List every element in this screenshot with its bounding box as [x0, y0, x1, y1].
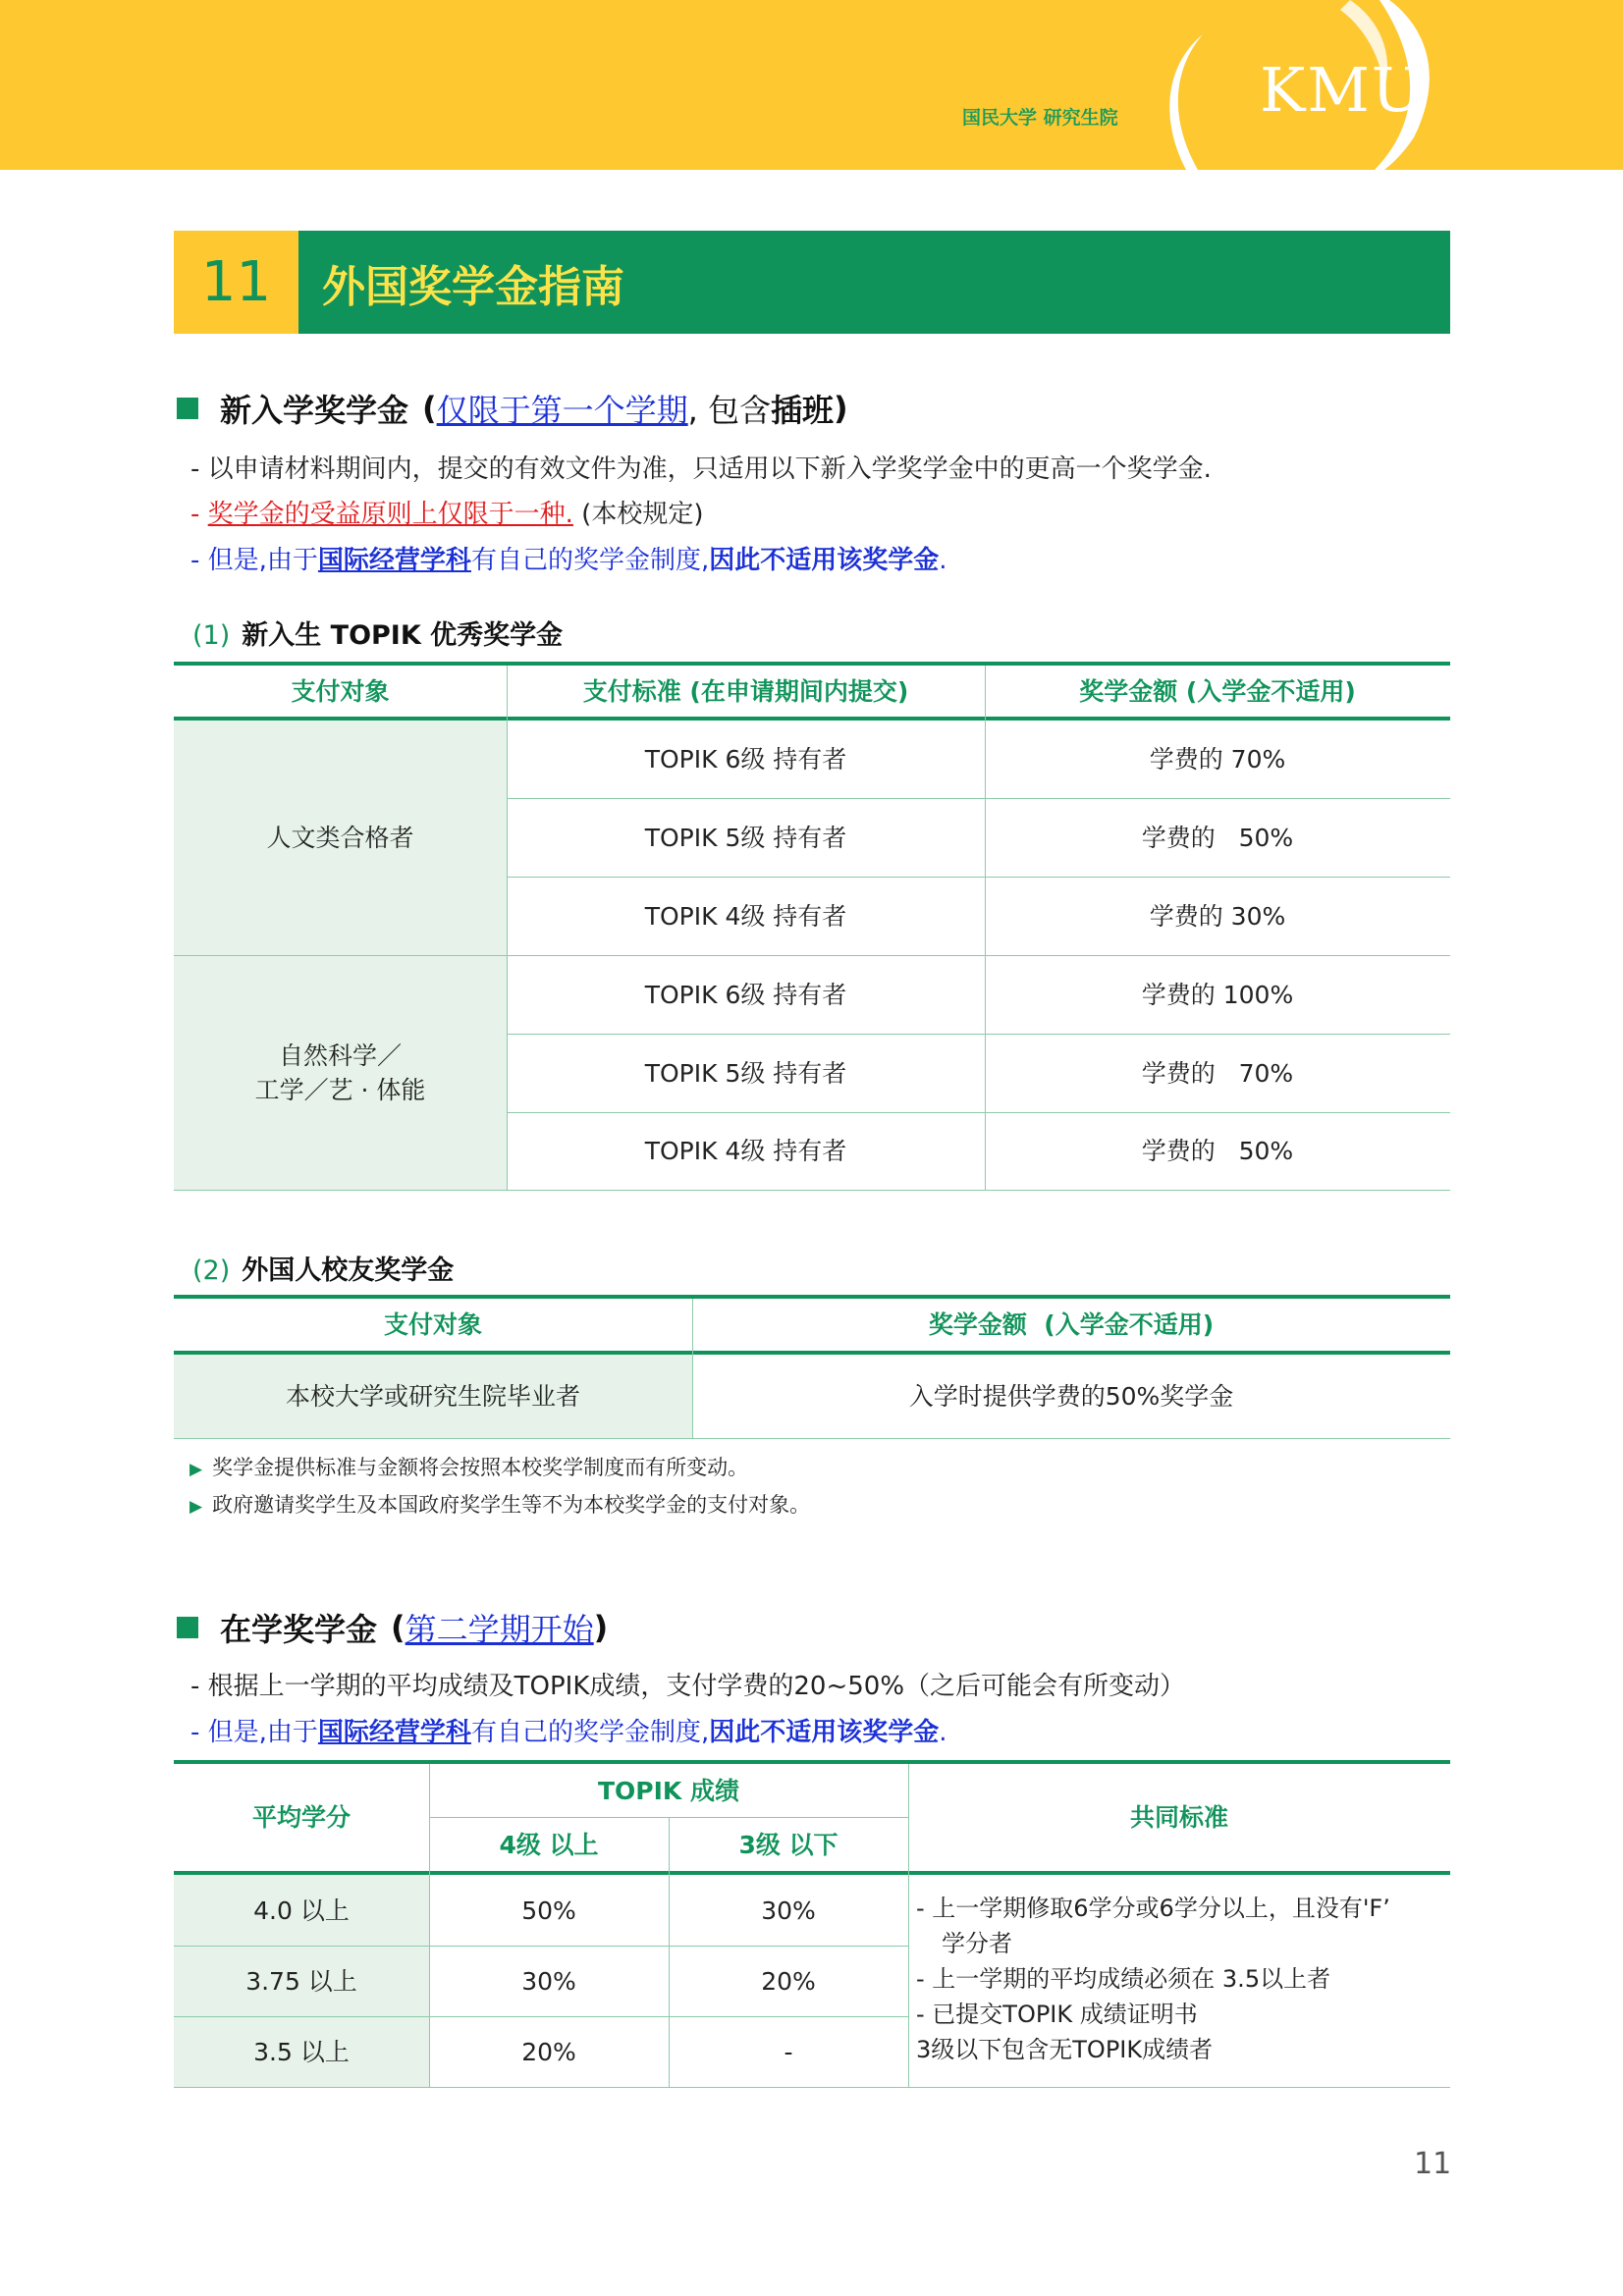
criteria-line: 学分者 — [942, 1930, 1012, 1957]
square-bullet-icon — [177, 398, 198, 419]
table3-gpa-cell: 3.75 以上 — [245, 1967, 357, 1996]
first-semester-link[interactable]: 仅限于第一个学期 — [436, 392, 688, 429]
triangle-bullet-icon: ▶ — [189, 1460, 203, 1479]
s2-line-2: - 但是,由于国际经营学科有自己的奖学金制度,因此不适用该奖学金. — [190, 1718, 947, 1747]
table1-amount-cell: 学费的 30% — [1149, 901, 1286, 931]
table1-amount-cell: 学费的 70% — [1149, 745, 1286, 774]
table3-header-common: 共同标准 — [1129, 1803, 1228, 1832]
square-bullet-icon — [177, 1617, 198, 1638]
note-item: ▶ 奖学金提供标准与金额将会按照本校奖学制度而有所变动。 — [189, 1456, 749, 1479]
table1-target-science: 自然科学／ 工学／艺 · 体能 — [254, 1041, 426, 1104]
criteria-line: - 已提交TOPIK 成绩证明书 — [916, 2001, 1198, 2028]
table1-amount-cell: 学费的 100% — [1141, 980, 1294, 1009]
university-name: 国民大学 研究生院 — [962, 107, 1118, 129]
table2-header-amount: 奖学金额 (入学金不适用) — [928, 1310, 1215, 1339]
table3-level4-cell: 30% — [521, 1967, 576, 1996]
s2-line-1: - 根据上一学期的平均成绩及TOPIK成绩，支付学费的20~50%（之后可能会有所变动） — [190, 1672, 1186, 1701]
s1-line-1: - 以申请材料期间内，提交的有效文件为准，只适用以下新入学奖学金中的更高一个奖学金. — [190, 454, 1212, 484]
table3-level4-cell: 50% — [521, 1896, 576, 1925]
table1-title: (1) 新入生 TOPIK 优秀奖学金 — [192, 620, 564, 651]
table3-level3-cell: - — [784, 2038, 793, 2066]
page-number: 11 — [1414, 2147, 1452, 2181]
table1-amount-cell: 学费的 70% — [1141, 1058, 1294, 1088]
criteria-line: 3级以下包含无TOPIK成绩者 — [916, 2036, 1214, 2063]
criteria-line: - 上一学期修取6学分或6学分以上，且没有'F’ — [916, 1895, 1390, 1922]
table1-amount-cell: 学费的 50% — [1141, 1137, 1294, 1165]
table1-header-criteria: 支付标准 (在申请期间内提交) — [582, 676, 909, 706]
table3-header-topik: TOPIK 成绩 — [597, 1776, 739, 1805]
section-heading: 外国奖学金指南 — [298, 231, 1450, 334]
table1-criteria-cell: TOPIK 6级 持有者 — [644, 980, 847, 1009]
table1-criteria-cell: TOPIK 5级 持有者 — [644, 823, 847, 852]
table3-common-criteria — [916, 1891, 1390, 2067]
table3-level3-cell: 20% — [761, 1967, 816, 1996]
table1-criteria-cell: TOPIK 4级 持有者 — [644, 901, 847, 931]
criteria-line: - 上一学期的平均成绩必须在 3.5以上者 — [916, 1965, 1331, 1993]
table1-criteria-cell: TOPIK 4级 持有者 — [644, 1137, 847, 1165]
table3-header-level3: 3级 以下 — [738, 1830, 839, 1859]
table2-target-cell: 本校大学或研究生院毕业者 — [285, 1382, 580, 1411]
table3-header-gpa: 平均学分 — [251, 1803, 351, 1832]
kmu-logo: KMU — [1260, 54, 1426, 126]
table3-gpa-cell: 3.5 以上 — [253, 2038, 350, 2066]
table3-gpa-cell: 4.0 以上 — [253, 1896, 350, 1925]
s1-line-2: - 奖学金的受益原则上仅限于一种. (本校规定) — [190, 500, 704, 529]
table1-criteria-cell: TOPIK 5级 持有者 — [644, 1058, 847, 1088]
triangle-bullet-icon: ▶ — [189, 1497, 203, 1517]
section-title — [174, 231, 1450, 334]
section-number: 11 — [174, 231, 298, 334]
table3-level4-cell: 20% — [521, 2038, 576, 2066]
table2-header-target: 支付对象 — [383, 1310, 482, 1339]
second-semester-link[interactable]: 第二学期开始 — [405, 1611, 594, 1648]
table3-header-level4: 4级 以上 — [499, 1830, 599, 1859]
s1-line-3: - 但是,由于国际经营学科有自己的奖学金制度,因此不适用该奖学金. — [190, 546, 947, 575]
table1-criteria-cell: TOPIK 6级 持有者 — [644, 745, 847, 774]
table2-title: (2) 外国人校友奖学金 — [192, 1255, 455, 1286]
table2-amount-cell: 入学时提供学费的50%奖学金 — [908, 1382, 1234, 1411]
enrolled-scholarship-heading: 在学奖学金 ( 第二学期开始 ) — [177, 1605, 608, 1650]
table1-target-humanities: 人文类合格者 — [266, 824, 414, 852]
table1-header-target: 支付对象 — [291, 676, 390, 706]
new-student-scholarship-heading: 新入学奖学金 ( 仅限于第一个学期 , 包含 插班 ) — [177, 386, 848, 431]
table3-level3-cell: 30% — [761, 1896, 816, 1925]
table1-header-amount: 奖学金额 (入学金不适用) — [1079, 676, 1356, 706]
note-item: ▶ 政府邀请奖学生及本国政府奖学生等不为本校奖学金的支付对象。 — [189, 1493, 811, 1517]
table1-amount-cell: 学费的 50% — [1141, 823, 1294, 852]
